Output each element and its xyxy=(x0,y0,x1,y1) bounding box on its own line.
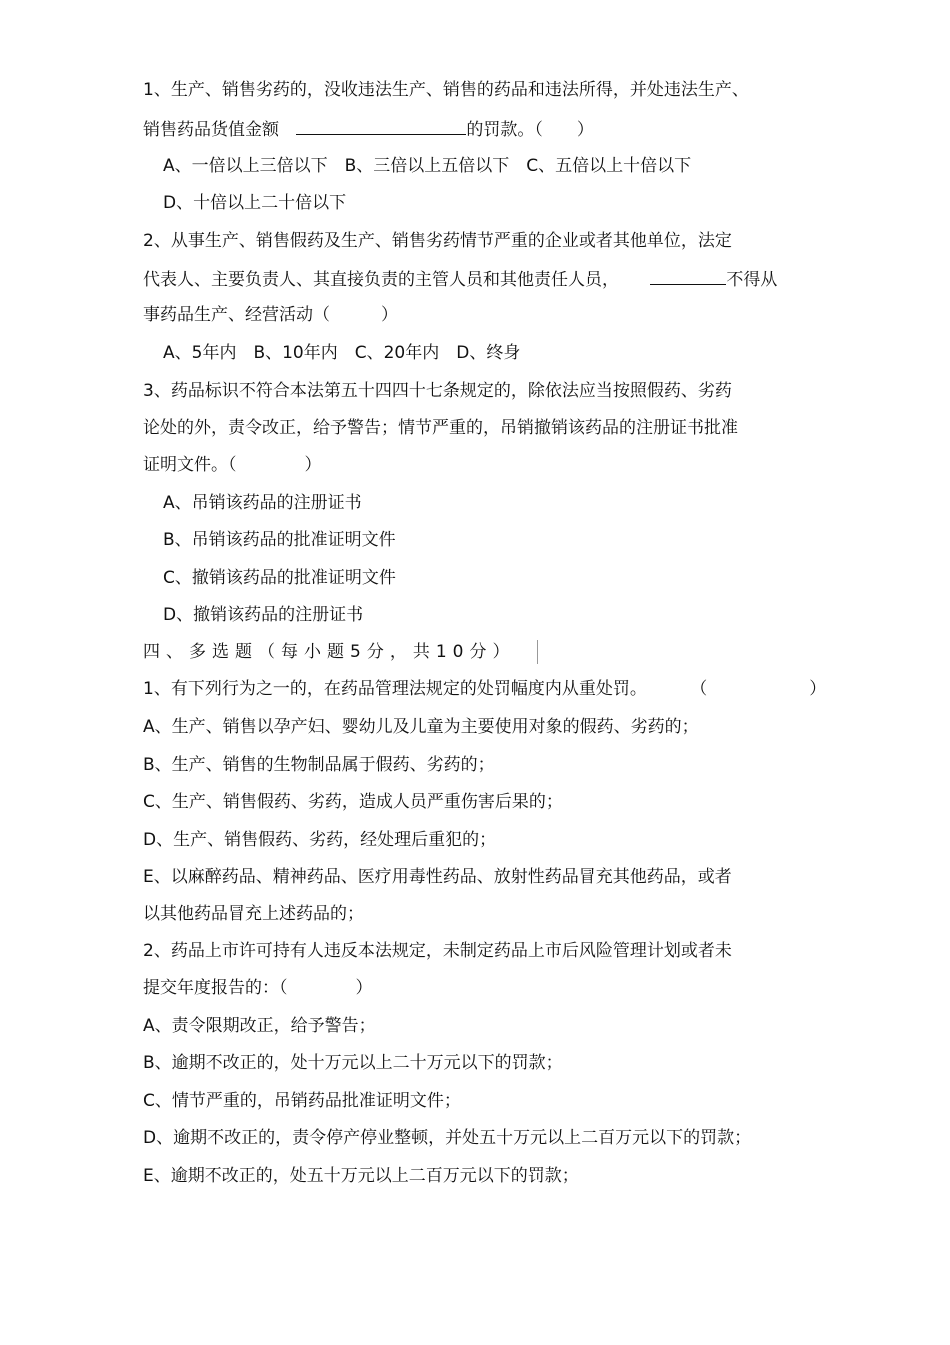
multi-question-1-option-a: A、生产、销售以孕产妇、婴幼儿及儿童为主要使用对象的假药、劣药的； xyxy=(143,717,699,737)
question-3-line-2: 论处的外，责令改正，给予警告；情节严重的，吊销撤销该药品的注册证书批准 xyxy=(143,418,738,438)
question-1-line-2-pre: 销售药品货值金额 xyxy=(143,120,279,140)
multi-question-2-option-d: D、逾期不改正的，责令停产停业整顿，并处五十万元以上二百万元以下的罚款； xyxy=(143,1128,752,1148)
answer-blank xyxy=(650,266,726,285)
question-2-line-2 xyxy=(143,266,777,290)
multi-question-1-option-e-cont: 以其他药品冒充上述药品的； xyxy=(143,904,364,924)
question-3-line-3: 证明文件。（ ） xyxy=(143,455,322,475)
multi-question-2-line-2: 提交年度报告的：（ ） xyxy=(143,978,373,998)
multi-question-1-option-e: E、以麻醉药品、精神药品、医疗用毒性药品、放射性药品冒充其他药品，或者 xyxy=(143,867,732,887)
question-2-line-2-post: 不得从 xyxy=(726,270,778,290)
question-2-line-1: 2、从事生产、销售假药及生产、销售劣药情节严重的企业或者其他单位，法定 xyxy=(143,231,732,251)
question-2-options-line-1: A、5年内 B、10年内 C、20年内 D、终身 xyxy=(163,343,521,363)
multi-question-2-line-1: 2、药品上市许可持有人违反本法规定，未制定药品上市后风险管理计划或者未 xyxy=(143,941,732,961)
question-3-line-1: 3、药品标识不符合本法第五十四四十七条规定的，除依法应当按照假药、劣药 xyxy=(143,381,732,401)
multi-question-2-option-a: A、责令限期改正，给予警告； xyxy=(143,1016,376,1036)
multi-question-2-option-e: E、逾期不改正的，处五十万元以上二百万元以下的罚款； xyxy=(143,1166,579,1186)
question-3-option-c: C、撤销该药品的批准证明文件 xyxy=(163,568,396,588)
section-heading: 四、多选题（每小题5分，共10分） xyxy=(143,642,516,662)
question-1-line-2-post: 的罚款。（ ） xyxy=(466,120,594,140)
question-2-line-2-pre: 代表人、主要负责人、其直接负责的主管人员和其他责任人员， xyxy=(143,270,619,290)
multi-question-1-option-d: D、生产、销售假药、劣药，经处理后重犯的； xyxy=(143,830,497,850)
question-1-options-line-1: A、一倍以上三倍以下 B、三倍以上五倍以下 C、五倍以上十倍以下 xyxy=(163,156,692,176)
multi-question-1-option-c: C、生产、销售假药、劣药，造成人员严重伤害后果的； xyxy=(143,792,563,812)
question-3-option-a: A、吊销该药品的注册证书 xyxy=(163,493,362,513)
question-1-line-2 xyxy=(143,116,594,140)
question-1-line-1: 1、生产、销售劣药的，没收违法生产、销售的药品和违法所得，并处违法生产、 xyxy=(143,80,749,100)
question-1-options-line-2: D、十倍以上二十倍以下 xyxy=(163,193,347,213)
question-3-option-d: D、撤销该药品的注册证书 xyxy=(163,605,364,625)
multi-question-1-option-b: B、生产、销售的生物制品属于假药、劣药的； xyxy=(143,755,495,775)
multi-question-1-text: 1、有下列行为之一的，在药品管理法规定的处罚幅度内从重处罚。 xyxy=(143,679,647,699)
text-cursor xyxy=(537,640,538,664)
multi-question-1-line-1 xyxy=(143,677,826,701)
multi-question-2-option-c: C、情节严重的，吊销药品批准证明文件； xyxy=(143,1091,461,1111)
multi-question-2-option-b: B、逾期不改正的，处十万元以上二十万元以下的罚款； xyxy=(143,1053,563,1073)
question-2-line-3: 事药品生产、经营活动（ ） xyxy=(143,305,398,325)
answer-paren: （ ） xyxy=(690,679,827,699)
question-3-option-b: B、吊销该药品的批准证明文件 xyxy=(163,530,396,550)
answer-blank xyxy=(296,116,466,135)
